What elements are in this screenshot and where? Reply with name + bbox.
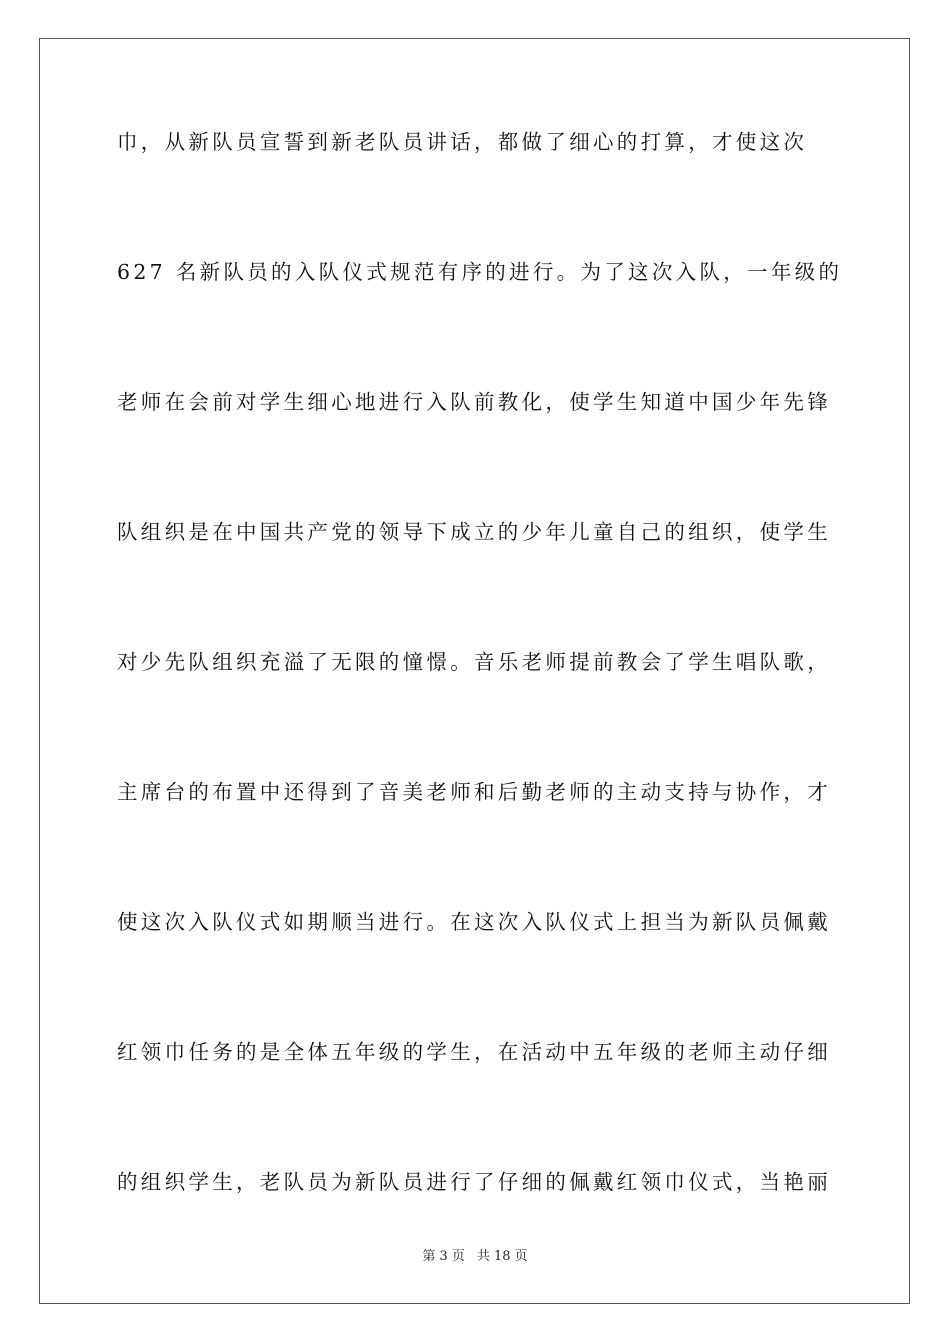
body-line: 使这次入队仪式如期顺当进行。在这次入队仪式上担当为新队员佩戴 (117, 910, 831, 934)
body-line: 队组织是在中国共产党的领导下成立的少年儿童自己的组织，使学生 (117, 520, 831, 544)
body-line: 巾，从新队员宣誓到新老队员讲话，都做了细心的打算，才使这次 (117, 130, 808, 154)
page-total: 共 18 页 (476, 1249, 528, 1264)
document-body (117, 130, 843, 1300)
body-line: 的组织学生，老队员为新队员进行了仔细的佩戴红领巾仪式，当艳丽 (117, 1170, 831, 1194)
page-footer (0, 1249, 950, 1265)
body-line: 老师在会前对学生细心地进行入队前教化，使学生知道中国少年先锋 (117, 390, 831, 414)
body-line: 对少先队组织充溢了无限的憧憬。音乐老师提前教会了学生唱队歌， (117, 650, 831, 674)
body-line: 红领巾任务的是全体五年级的学生，在活动中五年级的老师主动仔细 (117, 1040, 831, 1064)
body-line: 627 名新队员的入队仪式规范有序的进行。为了这次入队，一年级的 (117, 260, 843, 284)
body-line: 主席台的布置中还得到了音美老师和后勤老师的主动支持与协作，才 (117, 780, 831, 804)
page-number: 第 3 页 (422, 1249, 465, 1264)
